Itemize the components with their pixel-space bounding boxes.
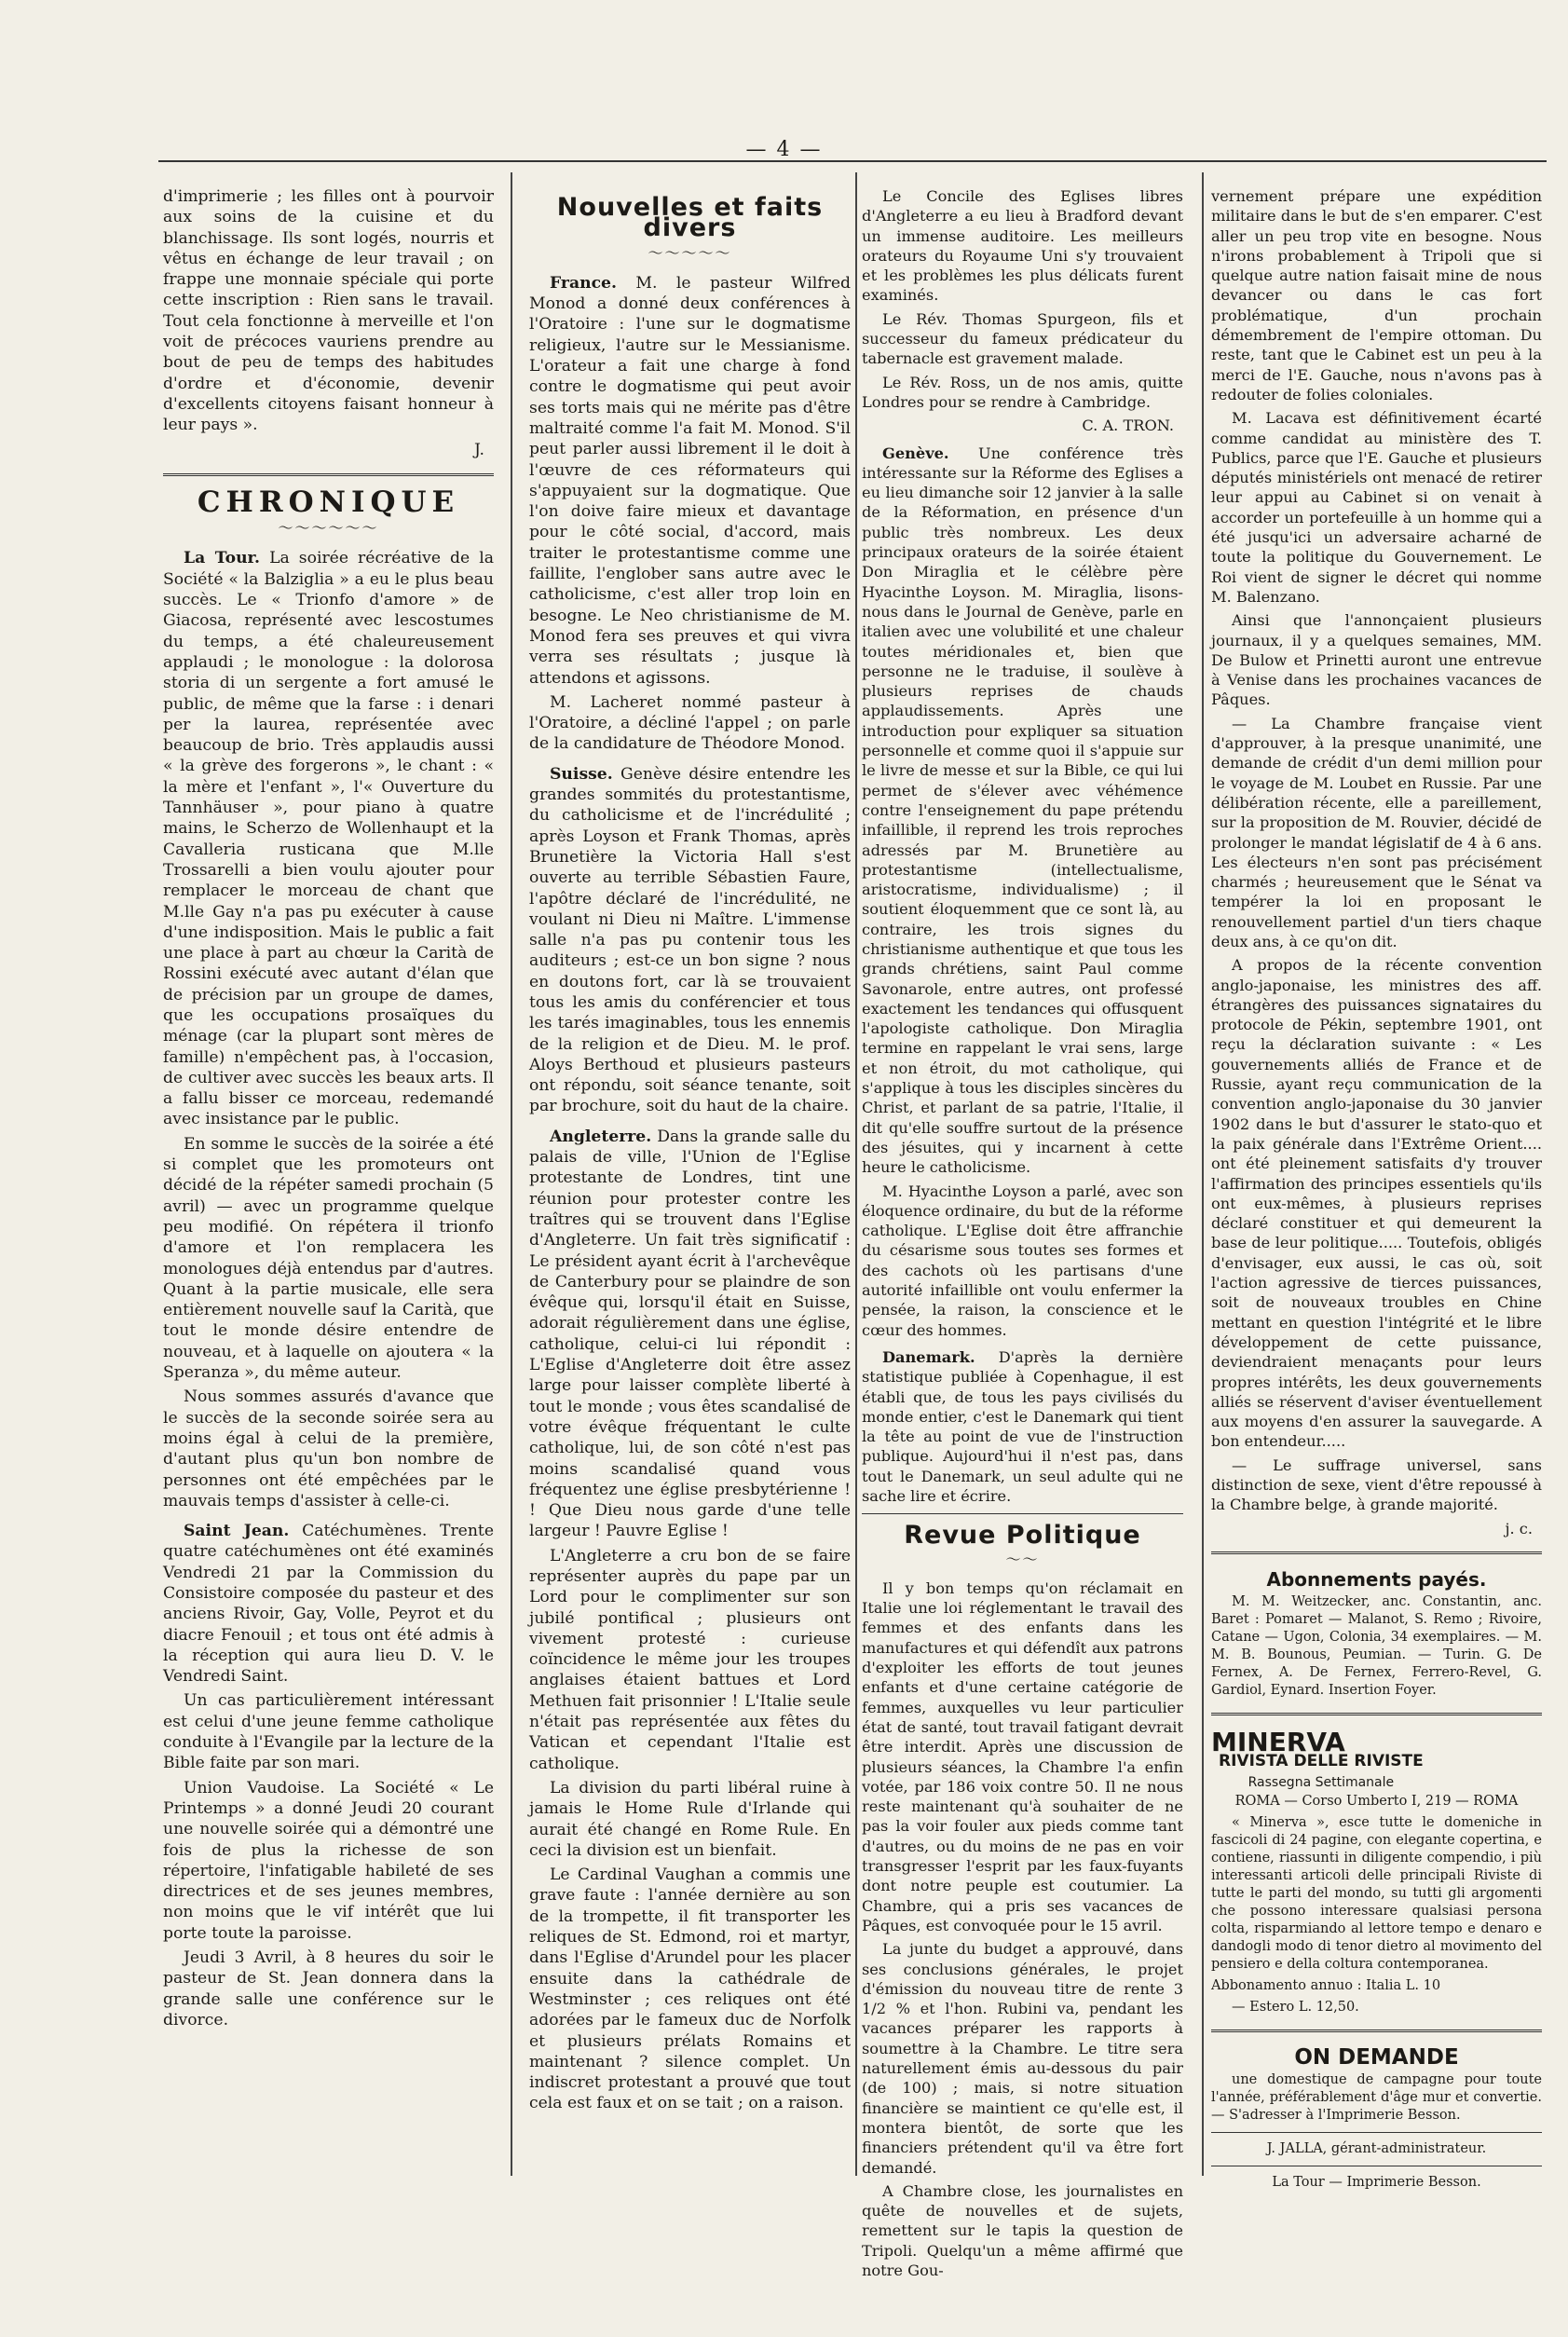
column-1: [163, 186, 495, 2030]
article-paragraph: M. Lacava est définitivement écarté comme candidat au ministère des T. Publics, parce que l'E. Gauche et plusieurs députés ministériels ont menacé de retirer leur appui au Cabinet si on venait à accorder un portefeuille à un homme qui a été jusqu'ici un adversaire acharné de toute la politique du Gouvernement. Le Roi vient de signer le décret qui nomme M. Balenzano.: [1211, 409, 1542, 606]
article-paragraph: Suisse. Genève désire entendre les grandes sommités du protestantisme, du catholicisme et de l'incrédulité ; après Loyson et Frank Thomas, après Brunetière la Victoria Hall s'est ouverte au terrible Sébastien Faure, l'apôtre déclaré de l'incrédulité, ne voulant ni Dieu ni Maître. L'immense salle n'a pas pu contenir tous les auditeurs ; est-ce un bon signe ? nous en doutons fort, car là se trouvaient tous les amis du conférencier et tous les tarés imaginables, tous les ennemis de la religion et de Dieu. M. le prof. Aloys Berthoud et plusieurs pasteurs ont répondu, soit séance tenante, soit par brochure, soit du haut de la chaire.: [529, 764, 851, 1116]
signature: j. c.: [1505, 1519, 1533, 1538]
signature: J.: [473, 440, 484, 459]
article-paragraph: vernement prépare une expédition militaire dans le but de s'en emparer. C'est aller un peu trop vite en besogne. Nous n'irons probablement à Tripoli que si quelque autre nation faisait mine de nous devancer ou dans le cas fort problématique, d'un prochain démembrement de l'empire ottoman. Du reste, tant que le Cabinet est un peu à la merci de l'E. Gauche, nous n'avons pas à redouter de folies coloniales.: [1211, 187, 1542, 403]
column-2: [529, 186, 851, 2190]
article-paragraph: Jeudi 3 Avril, à 8 heures du soir le pasteur de St. Jean donnera dans la grande salle une conférence sur le divorce.: [163, 1948, 494, 2030]
revue-heading: Revue Politique: [904, 1521, 1141, 1551]
page-number: — 4 —: [745, 138, 823, 161]
article-paragraph: M. Hyacinthe Loyson a parlé, avec son éloquence ordinaire, du but de la réforme catholique. L'Eglise doit être affranchie du césarisme sous toutes ses formes et des cachots où les partisans d'une autorité infaillible ont voulu enfermer la pensée, la raison, la conscience et le cœur des hommes.: [862, 1182, 1183, 1339]
article-paragraph: Le Rév. Thomas Spurgeon, fils et successeur du fameux prédicateur du tabernacle est gravement malade.: [862, 309, 1183, 368]
article-paragraph: Le Cardinal Vaughan a commis une grave faute : l'année dernière au son de la trompette, il fit transporter les reliques de St. Edmond, roi et martyr, dans l'Eglise d'Arundel pour les placer ensuite dans la cathédrale de Westminster ; ces reliques ont été adorées par le fameux duc de Norfolk et plusieurs prélats Romains et maintenant ? silence complet. Un indiscret protestant a prouvé que tout cela est faux et on se tait ; on a raison.: [529, 1866, 851, 2113]
flourish-ornament: 〜〜〜〜〜: [648, 243, 732, 262]
article-paragraph: Saint Jean. Catéchumènes. Trente quatre catéchumènes ont été examinés Vendredi 21 par la Commission du Consistoire composée du pasteur et des anciens Rivoir, Gay, Volle, Peyrot et du diacre Fenouil ; et tous ont été admis à la réception qui aura lieu D. V. le Vendredi Saint.: [163, 1522, 495, 1687]
article-paragraph: Le Concile des Eglises libres d'Angleterre a eu lieu à Bradford devant un immense auditoire. Les meilleurs orateurs du Royaume Uni s'y trouvaient et les problèmes les plus délicats furent examinés.: [862, 187, 1183, 305]
article-paragraph: Le Rév. Ross, un de nos amis, quitte Londres pour se rendre à Cambridge.: [862, 373, 1183, 411]
country-heading: France.: [550, 273, 617, 293]
article-paragraph: A Chambre close, les journalistes en quête de nouvelles et de sujets, remettent sur le tapis la question de Tripoli. Quelqu'un a même affirmé que notre Gou-: [862, 2181, 1183, 2279]
nouvelles-heading: Nouvelles et faits divers: [556, 193, 824, 243]
imprimerie-line: La Tour — Imprimerie Besson.: [1272, 2175, 1481, 2191]
section-divider: [1211, 1551, 1542, 1557]
article-paragraph: La junte du budget a approuvé, dans ses conclusions générales, le projet d'émission du nouveau titre de rente 3 1/2 % et l'hon. Rubini va, pendant les vacances préparer les rapports à soumettre à la Chambre. Le titre sera naturellement émis au-dessous du pair (de 100) ; mais, si notre situation financière se maintient ce qu'elle est, il montera bientôt, de sorte que les financiers prétendent qu'il va être fort demandé.: [862, 1940, 1183, 2177]
minerva-ad-header: [1211, 1727, 1542, 1793]
top-rule: [158, 160, 1547, 162]
place-heading: Saint Jean.: [184, 1522, 290, 1541]
minerva-description: « Minerva », esce tutte le domeniche in fascicoli di 24 pagine, con elegante copertina, e contiene, riassunti in diligente compendio, i più interessanti articoli delle principali Riviste di tutte le parti del mondo, su tutti gli argomenti che possono interessare qualsiasi persona colta, risparmiando al lettore tempo e denaro e dandogli modo di tenor dietro al movimento del pensiero e della coltura contemporanea.: [1211, 1814, 1542, 1972]
column-4: [1211, 186, 1542, 2190]
article-paragraph: France. M. le pasteur Wilfred Monod a donné deux conférences à l'Oratoire : l'une sur le dogmatisme religieux, l'autre sur le Messianisme. L'orateur a fait une charge à fond contre le dogmatisme qui peut avoir ses torts mais qui ne mérite pas d'être maltraité comme l'a fait M. Monod. S'il peut parler aussi librement il le doit à l'œuvre de ces réformateurs qui s'appuyaient sur la dogmatique. Que l'on doive faire mieux et davantage pour le côté social, d'accord, mais traiter le protestantisme comme une faillite, l'englober sans autre avec le catholicisme, c'est aller trop loin en besogne. Le Neo christianisme de M. Monod fera ses preuves et qui vivra verra ses résultats ; jusque là attendons et agissons.: [529, 273, 851, 688]
signature: C. A. TRON.: [1082, 417, 1174, 435]
country-heading: Danemark.: [882, 1347, 975, 1366]
article-paragraph: Danemark. D'après la dernière statistique publiée à Copenhague, il est établi que, de tous les pays civilisés du monde entier, c'est le Danemark qui tient la tête au point de vue de l'instruction publique. Aujourd'hui il n'est pas, dans tout le Danemark, un seul adulte qui ne sache lire et écrire.: [862, 1347, 1183, 1505]
section-divider: [1211, 2132, 1542, 2133]
article-paragraph: Genève. Une conférence très intéressante sur la Réforme des Eglises a eu lieu dimanche soir 12 janvier à la salle de la Réformation, en présence d'un public très nombreux. Les deux principaux orateurs de la soirée étaient Don Miraglia et le célèbre père Hyacinthe Loyson. M. Miraglia, lisons-nous dans le Journal de Genève, parle en italien avec une volubilité et une chaleur toutes méridionales et, bien que personne ne le traduise, il soulève à plusieurs reprises de chauds applaudissements. Après une introduction pour expliquer sa situation personnelle et comme quoi il s'appuie sur le livre de messe et sur la Bible, ce qui lui permet de s'élever avec véhémence contre l'enseignement du pape prétendu infaillible, il reprend les trois reproches adressés par M. Brunetière au protestantisme (intellectualisme, aristocratisme, individualisme) ; il soutient éloquemment que ce sont là, au contraire, les trois signes du christianisme authentique et que tous les grands chrétiens, saint Paul comme Savonarole, entre autres, ont professé exactement les tendances qui offusquent l'apologiste catholique. Don Miraglia termine en rappelant le vrai sens, large et non étroit, du mot catholique, qui s'applique à tous les disciples sincères du Christ, et parlant de sa patrie, l'Italie, il dit qu'elle souffre surtout de la présence des jésuites, qui y incarnent à cette heure le catholicisme.: [862, 444, 1183, 1177]
flourish-ornament: 〜〜〜〜〜〜: [278, 519, 379, 538]
section-divider: [1211, 2030, 1542, 2035]
article-paragraph: L'Angleterre a cru bon de se faire représenter auprès du pape par un Lord pour le complimenter sur son jubilé pontifical ; plusieurs ont vivement protesté : curieuse coïncidence le même jour les troupes anglaises étaient battues et Lord Methuen fait prisonnier ! L'Italie seule n'était pas représentée aux fêtes du Vatican et cependant l'Italie est catholique.: [529, 1546, 851, 1773]
minerva-price-abroad: — Estero L. 12,50.: [1232, 1999, 1359, 2015]
article-paragraph: — Le suffrage universel, sans distinction de sexe, vient d'être repoussé à la Chambre belge, à grande majorité.: [1211, 1456, 1542, 1514]
country-heading: Angleterre.: [550, 1127, 652, 1146]
chronique-heading: CHRONIQUE: [197, 485, 460, 519]
minerva-logo: MINERVA: [1211, 1727, 1345, 1758]
column-rule-3: [1202, 172, 1204, 2176]
article-paragraph: Un cas particulièrement intéressant est celui d'une jeune femme catholique conduite à l'Evangile par la lecture de la Bible faite par son mari.: [163, 1691, 494, 1773]
ondemande-heading: ON DEMANDE: [1294, 2044, 1459, 2070]
article-paragraph: Union Vaudoise. La Société « Le Printemps » a donné Jeudi 20 courant une nouvelle soirée qui a démontré une fois de plus la richesse de son répertoire, l'infatigable habileté de ses directrices et de ses jeunes membres, non moins que le vif intérêt que lui porte toute la paroisse.: [163, 1778, 494, 1943]
column-rule-1: [511, 172, 512, 2176]
minerva-subtitle: RIVISTA DELLE RIVISTE: [1219, 1752, 1424, 1771]
article-paragraph: M. Lacheret nommé pasteur à l'Oratoire, a décliné l'appel ; on parle de la candidature de Théodore Monod.: [529, 692, 851, 754]
ondemande-text: une domestique de campagne pour toute l'année, préférablement d'âge mur et convertie. — S'adresser à l'Imprimerie Besson.: [1211, 2072, 1542, 2124]
minerva-price-italy: Abbonamento annuo : Italia L. 10: [1211, 1977, 1441, 1993]
article-paragraph: Angleterre. Dans la grande salle du palais de ville, l'Union de l'Eglise protestante de Londres, tint une réunion pour protester contre les traîtres qui se trouvent dans l'Eglise d'Angleterre. Un fait très significatif : Le président ayant écrit à l'archevêque de Canterbury pour se plaindre de son évêque qui, lorsqu'il était en Suisse, adorait régulièrement dans une église, catholique, celui-ci lui répondit : L'Eglise d'Angleterre doit être assez large pour laisser complète liberté à tout le monde ; vous êtes scandalisé de votre évêque fréquentant le culte catholique, lui, de son côté n'est pas moins scandalisé quand vous fréquentez une église presbytérienne ! ! Que Dieu nous garde d'une telle largeur ! Pauvre Eglise !: [529, 1127, 852, 1541]
article-paragraph: La Tour. La soirée récréative de la Société « la Balziglia » a eu le plus beau succès. Le « Trionfo d'amore » de Giacosa, représenté avec lescostumes du temps, a été chaleureusement applaudi ; le monologue : la dolorosa storia di un sergente a fort amusé le public, de même que la farse : i denari per la laurea, représentée avec beaucoup de brio. Très applaudis aussi « la grève des forgerons », le chant : « la mère et l'enfant », l'« Ouverture du Tannhäuser », pour piano à quatre mains, le Scherzo de Wollenhaupt et la Cavalleria rusticana que M.lle Trossarelli a bien voulu ajouter pour remplacer le morceau de chant que M.lle Gay n'a pas pu exécuter à cause d'une indisposition. Mais le public a fait une place à part au chœur la Carità de Rossini exécuté avec autant d'élan que de précision par un groupe de dames, que les occupations prosaïques du ménage (car la plupart sont mères de famille) n'empêchent pas, à l'occasion, de cultiver avec succès les beaux arts. Il a fallu bisser ce morceau, redemandé avec insistance par le public.: [163, 549, 494, 1129]
gerant-line: J. JALLA, gérant-administrateur.: [1266, 2141, 1487, 2157]
article-paragraph: — La Chambre française vient d'approuver, à la presque unanimité, une demande de crédit d'un demi million pour le voyage de M. Loubet en Russie. Par une délibération récente, elle a pareillement, sur la proposition de M. Rouvier, décidé de prolonger le mandat législatif de 4 à 6 ans. Les électeurs n'en sont pas précisément charmés ; heureusement que le Sénat va tempérer la loi en proposant le renouvellement partiel d'un tiers chaque deux ans, à ce qu'on dit.: [1211, 714, 1542, 950]
article-paragraph: d'imprimerie ; les filles ont à pourvoir aux soins de la cuisine et du blanchissage. Ils sont logés, nourris et vêtus en échange de leur travail ; on frappe une monnaie spéciale qui porte cette inscription : Rien sans le travail. Tout cela fonctionne à merveille et l'on voit de précoces vauriens prendre au bout de peu de temps des habitudes d'ordre et d'économie, devenir d'excellents citoyens faisant honneur à leur pays ».: [163, 187, 494, 435]
article-paragraph: La division du parti libéral ruine à jamais le Home Rule d'Irlande qui aurait été changé en Rome Rule. En ceci la division est un bienfait.: [529, 1778, 851, 1860]
article-paragraph: En somme le succès de la soirée a été si complet que les promoteurs ont décidé de la répéter samedi prochain (5 avril) — avec un programme quelque peu modifié. On répétera il trionfo d'amore et l'on remplacera les monologues déjà entendus par d'autres. Quant à la partie musicale, elle sera entièrement nouvelle sauf la Carità, que tout le monde désire entendre de nouveau, et à laquelle on ajoutera « la Speranza », du même auteur.: [163, 1134, 494, 1383]
section-divider: [163, 473, 494, 479]
flourish-ornament: 〜〜: [1005, 1550, 1040, 1568]
section-divider: [862, 1513, 1183, 1514]
place-heading: Genève.: [882, 444, 949, 462]
article-paragraph: Ainsi que l'annonçaient plusieurs journaux, il y a quelques semaines, MM. De Bulow et Prinetti auront une entrevue à Venise dans les prochaines vacances de Pâques.: [1211, 611, 1542, 709]
article-paragraph: Il y bon temps qu'on réclamait en Italie une loi réglementant le travail des femmes et des enfants dans les manufactures et qui défendît aux patrons d'exploiter les efforts de tout jeunes enfants et d'une certaine catégorie de femmes, auxquelles vu leur particulier état de santé, tout travail fatigant devrait être interdit. Après une discussion de plusieurs séances, la Chambre l'a enfin votée, par 186 voix contre 50. Il ne nous reste maintenant qu'à souhaiter de ne pas la voir fouler aux pieds comme tant d'autres, ou du moins de ne pas en voir transgresser l'esprit par les faux-fuyants dont notre peuple est coutumier. La Chambre, qui a pris ses vacances de Pâques, est convoquée pour le 15 avril.: [862, 1578, 1183, 1934]
article-paragraph: A propos de la récente convention anglo-japonaise, les ministres des aff. étrangères des puissances signataires du protocole de Pékin, septembre 1901, ont reçu la déclaration suivante : « Les gouvernements alliés de France et de Russie, ayant reçu communication de la convention anglo-japonaise du 30 janvier 1902 dans le but d'assurer le stato-quo et la paix générale dans l'Extrême Orient.... ont été pleinement satisfaits d'y trouver l'affirmation des principes essentiels qu'ils ont eux-mêmes, à plusieurs reprises déclaré constituer et qui demeurent la base de leur politique..... Toutefois, obligés d'envisager, eux aussi, le cas où, soit l'action agressive de tierces puissances, soit de nouveaux troubles en Chine mettant en question l'intégrité et le libre développement de cette puissance, deviendraient menaçants pour leurs propres intérêts, les deux gouvernements alliés se réservent d'aviser éventuellement aux moyens d'en assurer la sauvegarde. A bon entendeur.....: [1211, 956, 1542, 1451]
column-3: [862, 186, 1183, 2279]
abonnements-list: M. M. Weitzecker, anc. Constantin, anc. Baret : Pomaret — Malanot, S. Remo ; Rivoire, Catane — Ugon, Colonia, 34 exemplaires. — M. M. B. Bounous, Peumian. — Turin. G. De Fernex, A. De Fernex, Ferrero-Revel, G. Gardiol, Eynard. Insertion Foyer.: [1211, 1594, 1542, 1699]
minerva-address: ROMA — Corso Umberto I, 219 — ROMA: [1234, 1793, 1519, 1809]
country-heading: Suisse.: [550, 764, 613, 784]
section-divider: [1211, 1713, 1542, 1718]
article-paragraph: Nous sommes assurés d'avance que le succès de la seconde soirée sera au moins égal à celui de la première, d'autant plus qu'un bon nombre de personnes ont été empêchées par le mauvais temps d'assister à celle-ci.: [163, 1387, 494, 1510]
place-heading: La Tour.: [184, 549, 261, 568]
minerva-tagline: Rassegna Settimanale: [1248, 1774, 1395, 1790]
column-rule-2: [855, 172, 857, 2176]
abonnements-heading: Abonnements payés.: [1266, 1567, 1487, 1591]
